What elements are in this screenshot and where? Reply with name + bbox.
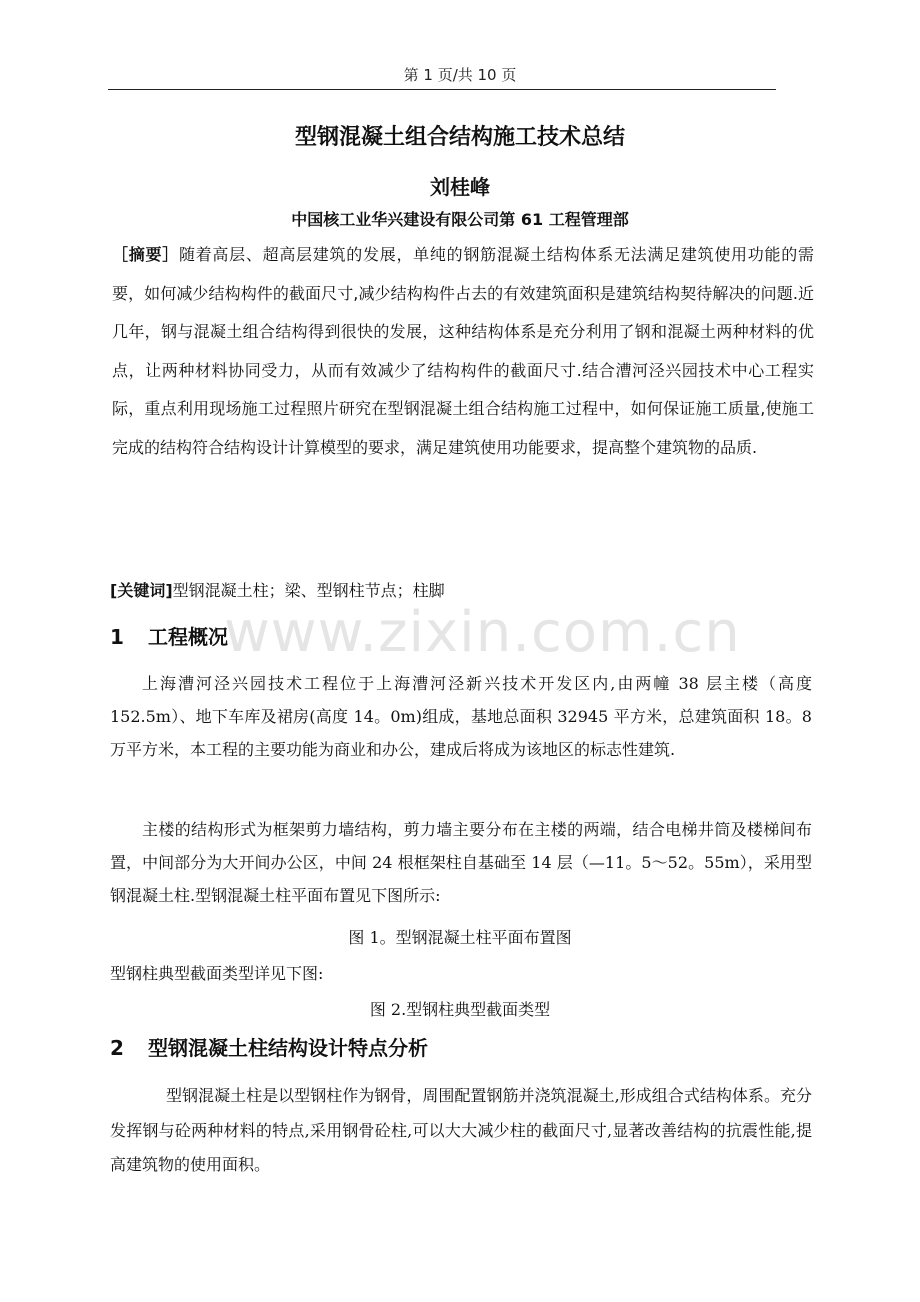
document-title: 型钢混凝土组合结构施工技术总结 bbox=[294, 125, 625, 150]
author-name: 刘桂峰 bbox=[430, 175, 490, 199]
section-2-paragraph-1: 型钢混凝土柱是以型钢柱作为钢骨，周围配置钢筋并浇筑混凝土,形成组合式结构体系。充分发挥钢与砼两种材料的特点,采用钢骨砼柱,可以大大减少柱的截面尺寸,显著改善结构的抗震性能,提高建筑物的使用面积。 bbox=[110, 1086, 812, 1174]
figure-2-caption: 图 2.型钢柱典型截面类型 bbox=[369, 1000, 551, 1019]
keywords bbox=[110, 576, 812, 606]
keywords-label: [关键词] bbox=[110, 581, 173, 600]
author-affiliation: 中国核工业华兴建设有限公司第 61 工程管理部 bbox=[291, 210, 629, 229]
section-2-title: 型钢混凝土柱结构设计特点分析 bbox=[148, 1036, 428, 1060]
page-header: 第 1 页/共 10 页 bbox=[403, 66, 517, 84]
section-1-number: 1 bbox=[110, 625, 124, 649]
section-1-title: 工程概况 bbox=[148, 625, 228, 649]
watermark: www.zixin.com.cn bbox=[224, 600, 741, 665]
keywords-text: 型钢混凝土柱；梁、型钢柱节点；柱脚 bbox=[172, 581, 445, 600]
figure-1-caption: 图 1。型钢混凝土柱平面布置图 bbox=[348, 928, 572, 947]
section-2-number: 2 bbox=[110, 1036, 124, 1060]
abstract-text: 随着高层、超高层建筑的发展，单纯的钢筋混凝土结构体系无法满足建筑使用功能的需要，如何减少结构构件的截面尺寸,减少结构构件占去的有效建筑面积是建筑结构契待解决的问题.近几年，钢与混凝土组合结构得到很快的发展，这种结构体系是充分利用了钢和混凝土两种材料的优点，让两种材料协同受力，从而有效减少了结构构件的截面尺寸.结合漕河泾兴园技术中心工程实际，重点利用现场施工过程照片研究在型钢混凝土组合结构施工过程中，如何保证施工质量,使施工完成的结构符合结构设计计算模型的要求，满足建筑使用功能要求，提高整个建筑物的品质. bbox=[112, 245, 814, 457]
section-1-heading bbox=[110, 621, 812, 650]
section-2-heading bbox=[110, 1032, 812, 1061]
section-1-paragraph-1: 上海漕河泾兴园技术工程位于上海漕河泾新兴技术开发区内,由两幢 38 层主楼（高度 152.5m）、地下车库及裙房(高度 14。0m)组成，基地总面积 32945 平方米，总建筑面积 18。8 万平方米，本工程的主要功能为商业和办公，建成后将成为该地区的标志性建筑. bbox=[110, 674, 812, 759]
figure-2-intro: 型钢柱典型截面类型详见下图: bbox=[110, 964, 324, 983]
header-divider bbox=[108, 89, 776, 90]
abstract bbox=[112, 236, 814, 467]
abstract-label: ［摘要］ bbox=[112, 245, 179, 264]
section-1-paragraph-2: 主楼的结构形式为框架剪力墙结构，剪力墙主要分布在主楼的两端，结合电梯井筒及楼梯间布置，中间部分为大开间办公区，中间 24 根框架柱自基础至 14 层（—11。5～52。55m），采用型钢混凝土柱.型钢混凝土柱平面布置见下图所示: bbox=[110, 820, 812, 905]
